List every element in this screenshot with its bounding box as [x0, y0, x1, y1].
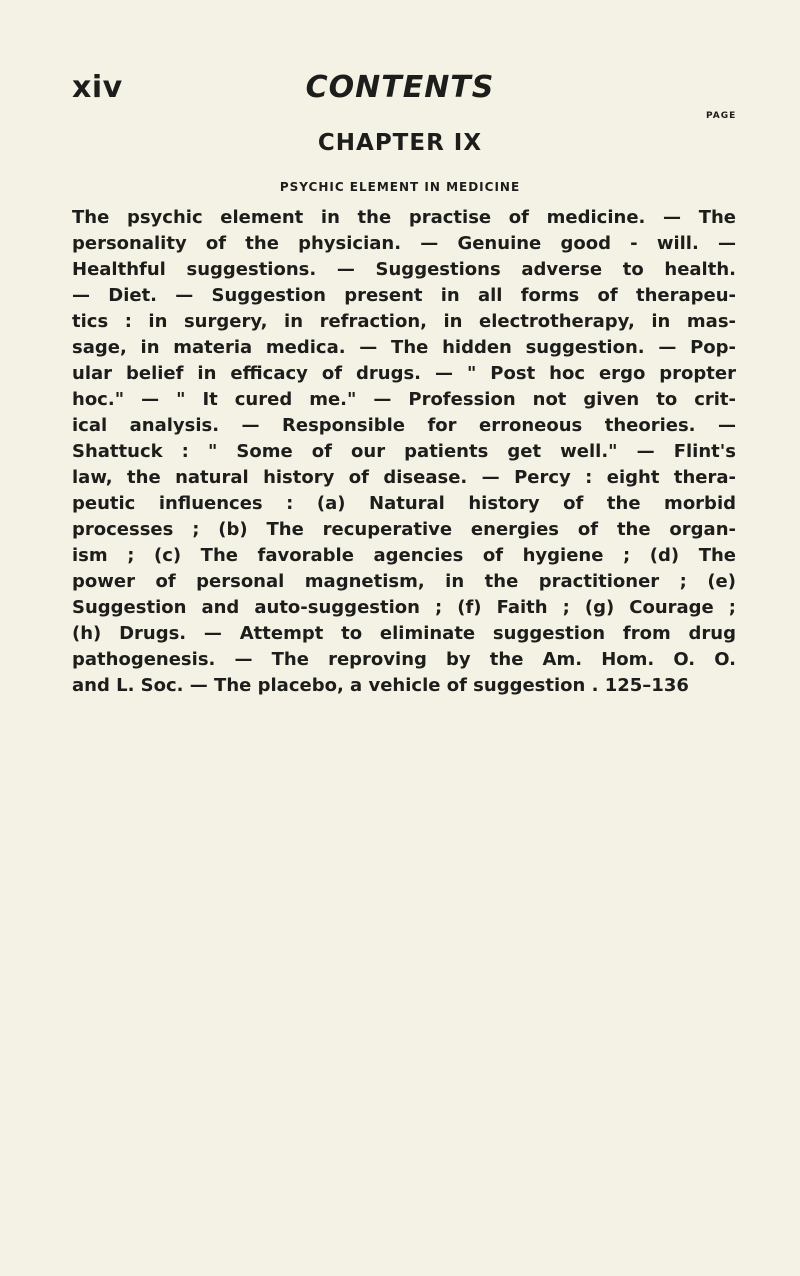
synopsis-line: Suggestion and auto-suggestion ; (f) Faith ; (g) Courage ;: [72, 597, 736, 618]
synopsis-line: personality of the physician. — Genuine good - will. —: [72, 233, 736, 254]
synopsis-line: ical analysis. — Responsible for erroneous theories. —: [72, 415, 736, 436]
page-number: xiv: [72, 70, 123, 105]
chapter-synopsis: [72, 205, 736, 699]
synopsis-line: tics : in surgery, in refraction, in electrotherapy, in mas-: [72, 311, 736, 332]
synopsis-line: law, the natural history of disease. — Percy : eight thera-: [72, 467, 736, 488]
synopsis-line: peutic influences : (a) Natural history of the morbid: [72, 493, 736, 514]
synopsis-line: pathogenesis. — The reproving by the Am. Hom. O. O.: [72, 649, 736, 670]
synopsis-line: power of personal magnetism, in the practitioner ; (e): [72, 571, 736, 592]
synopsis-line: sage, in materia medica. — The hidden suggestion. — Pop-: [72, 337, 736, 358]
running-head: CONTENTS: [305, 70, 495, 105]
synopsis-line: ular belief in efficacy of drugs. — " Post hoc ergo propter: [72, 363, 736, 384]
synopsis-line: hoc." — " It cured me." — Profession not given to crit-: [72, 389, 736, 410]
synopsis-line-with-page-range: and L. Soc. — The placebo, a vehicle of suggestion . 125–136: [72, 675, 689, 696]
synopsis-line: Healthful suggestions. — Suggestions adverse to health.: [72, 259, 736, 280]
synopsis-line: Shattuck : " Some of our patients get well." — Flint's: [72, 441, 736, 462]
synopsis-line: — Diet. — Suggestion present in all forms of therapeu-: [72, 285, 736, 306]
synopsis-line: ism ; (c) The favorable agencies of hygiene ; (d) The: [72, 545, 736, 566]
chapter-title: CHAPTER IX: [317, 130, 483, 156]
chapter-subtitle: PSYCHIC ELEMENT IN MEDICINE: [279, 180, 521, 194]
synopsis-line: processes ; (b) The recuperative energies of the organ-: [72, 519, 736, 540]
synopsis-line: (h) Drugs. — Attempt to eliminate suggestion from drug: [72, 623, 736, 644]
synopsis-line: The psychic element in the practise of medicine. — The: [72, 207, 736, 228]
page-column-label: PAGE: [706, 111, 737, 121]
